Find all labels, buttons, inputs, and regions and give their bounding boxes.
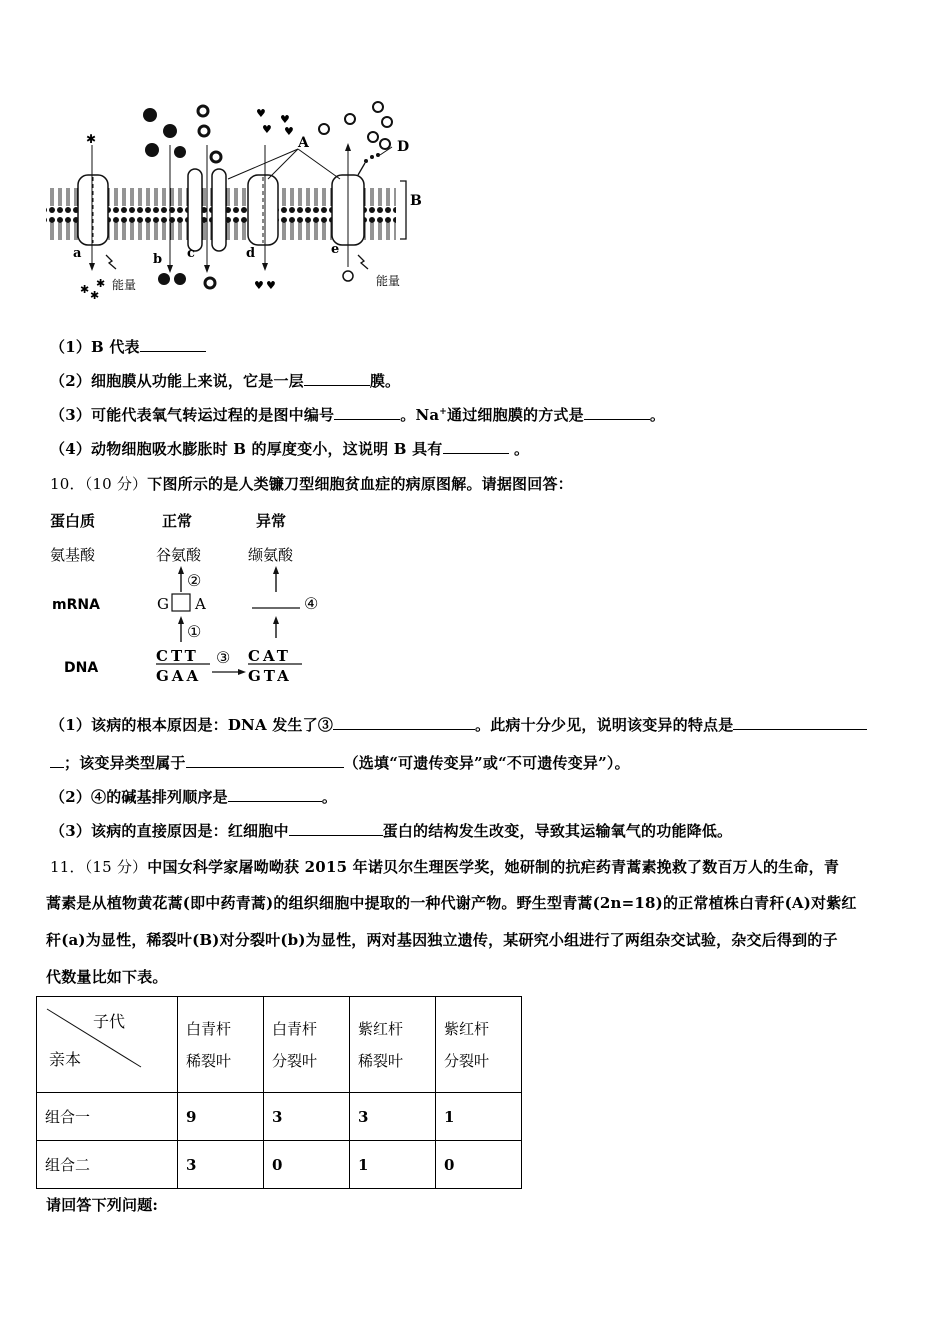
svg-text:♥: ♥ bbox=[254, 279, 264, 292]
channel-protein-left bbox=[188, 169, 202, 251]
header-abnormal: 异常 bbox=[256, 512, 287, 530]
abnormal-amino-acid: 缬氨酸 bbox=[248, 546, 294, 564]
header-normal: 正常 bbox=[162, 512, 193, 530]
circle-3: ③ bbox=[216, 648, 231, 667]
label-b: b bbox=[153, 252, 163, 267]
answer-blank[interactable] bbox=[304, 371, 370, 386]
svg-text:♥: ♥ bbox=[262, 123, 272, 136]
q10-stem: 10．（10 分）下图所示的是人类镰刀型细胞贫血症的病原图解。请据图回答： bbox=[50, 475, 573, 493]
column-header: 白青杆 稀裂叶 bbox=[178, 997, 264, 1093]
row-amino-acid: 氨基酸 bbox=[50, 546, 96, 564]
dna-abnormal-bottom: GTA bbox=[248, 667, 292, 685]
row-label: 组合一 bbox=[37, 1093, 178, 1141]
table-cell: 3 bbox=[264, 1093, 350, 1141]
svg-text:♥: ♥ bbox=[284, 125, 294, 138]
dna-normal-bottom: GAA bbox=[156, 667, 202, 685]
answer-blank[interactable] bbox=[733, 715, 867, 730]
q9-item-1: （1）B 代表 bbox=[50, 336, 206, 357]
column-header: 紫红杆 稀裂叶 bbox=[350, 997, 436, 1093]
channel-protein-right bbox=[212, 169, 226, 251]
circle-2: ② bbox=[187, 571, 202, 590]
table-header-row bbox=[37, 997, 522, 1093]
q9-item-4: （4）动物细胞吸水膨胀时 B 的厚度变小，这说明 B 具有 。 bbox=[50, 440, 530, 458]
q11-stem-line-3: 秆(a)为显性，稀裂叶(B)对分裂叶(b)为显性，两对基因独立遗传，某研究小组进行了两组杂交试验，杂交后得到的子 bbox=[46, 931, 838, 949]
answer-blank[interactable] bbox=[443, 439, 509, 454]
q11-stem-line-4: 代数量比如下表。 bbox=[46, 968, 168, 986]
table-cell: 9 bbox=[178, 1093, 264, 1141]
answer-blank[interactable] bbox=[334, 405, 400, 420]
dna-normal-top: CTT bbox=[156, 647, 199, 665]
table-row bbox=[37, 1093, 522, 1141]
q9-item-2: （2）细胞膜从功能上来说，它是一层 膜。 bbox=[50, 372, 401, 390]
label-B: B bbox=[410, 193, 422, 209]
table-cell: 3 bbox=[178, 1141, 264, 1189]
header-protein: 蛋白质 bbox=[50, 512, 96, 530]
cross-results-table bbox=[36, 996, 522, 1189]
row-label: 组合二 bbox=[37, 1141, 178, 1189]
energy-label-right: 能量 bbox=[376, 274, 401, 288]
circle-4: ④ bbox=[304, 594, 319, 613]
answer-blank[interactable] bbox=[50, 753, 64, 768]
table-cell: 3 bbox=[350, 1093, 436, 1141]
column-header: 白青杆 分裂叶 bbox=[264, 997, 350, 1093]
answer-blank[interactable] bbox=[140, 337, 206, 352]
row-mrna: mRNA bbox=[52, 597, 100, 613]
label-c: c bbox=[187, 246, 195, 261]
q9-item-3: （3）可能代表氧气转运过程的是图中编号 。Na+通过细胞膜的方式是 。 bbox=[50, 406, 666, 424]
svg-text:✱: ✱ bbox=[96, 277, 106, 290]
answer-blank[interactable] bbox=[333, 715, 475, 730]
table-cell: 1 bbox=[436, 1093, 522, 1141]
answer-blank[interactable] bbox=[289, 821, 383, 836]
sickle-cell-diagram bbox=[44, 508, 334, 698]
row-dna: DNA bbox=[64, 660, 99, 676]
q11-footer: 请回答下列问题: bbox=[46, 1196, 159, 1214]
q11-stem-line-1: 11．（15 分）中国女科学家屠呦呦获 2015 年诺贝尔生理医学奖，她研制的抗疟药青蒿素挽救了数百万人的生命，青 bbox=[50, 858, 840, 876]
label-d: d bbox=[246, 246, 256, 261]
q11-stem-line-2: 蒿素是从植物黄花蒿(即中药青蒿)的组织细胞中提取的一种代谢产物。野生型青蒿(2n=18)的正常植株白青秆(A)对紫红 bbox=[46, 894, 857, 912]
svg-text:♥: ♥ bbox=[266, 279, 276, 292]
answer-blank[interactable] bbox=[186, 753, 344, 768]
normal-amino-acid: 谷氨酸 bbox=[156, 546, 202, 564]
q10-item-1-cont: ；该变异类型属于 （选填“可遗传变异”或“不可遗传变异”）。 bbox=[50, 752, 630, 773]
label-a: a bbox=[73, 246, 82, 261]
label-e: e bbox=[331, 242, 340, 257]
label-D: D bbox=[397, 139, 410, 155]
svg-text:✱: ✱ bbox=[86, 132, 97, 146]
answer-blank[interactable] bbox=[584, 405, 650, 420]
label-A: A bbox=[298, 135, 309, 151]
answer-blank[interactable] bbox=[228, 787, 322, 802]
mrna-blank-box[interactable] bbox=[172, 594, 190, 611]
table-cell: 0 bbox=[264, 1141, 350, 1189]
table-row bbox=[37, 1141, 522, 1189]
svg-text:♥: ♥ bbox=[280, 113, 290, 126]
table-corner-cell: 子代 亲本 bbox=[37, 997, 178, 1093]
svg-text:✱: ✱ bbox=[80, 283, 90, 296]
table-cell: 1 bbox=[350, 1141, 436, 1189]
dna-abnormal-top: CAT bbox=[248, 647, 291, 665]
q10-item-3: （3）该病的直接原因是：红细胞中 蛋白的结构发生改变，导致其运输氧气的功能降低。 bbox=[50, 822, 733, 840]
mrna-right-base: A bbox=[195, 595, 206, 613]
circle-1: ① bbox=[187, 622, 202, 641]
energy-label-left: 能量 bbox=[112, 278, 137, 292]
table-cell: 0 bbox=[436, 1141, 522, 1189]
q10-item-2: （2）④的碱基排列顺序是 。 bbox=[50, 788, 338, 806]
mrna-left-base: G bbox=[157, 595, 169, 613]
membrane-transport-diagram bbox=[40, 95, 440, 305]
svg-text:♥: ♥ bbox=[256, 107, 266, 120]
svg-text:✱: ✱ bbox=[90, 289, 100, 302]
q10-item-1: （1）该病的根本原因是：DNA 发生了③ 。此病十分少见，说明该变异的特点是 bbox=[50, 714, 867, 735]
column-header: 紫红杆 分裂叶 bbox=[436, 997, 522, 1093]
